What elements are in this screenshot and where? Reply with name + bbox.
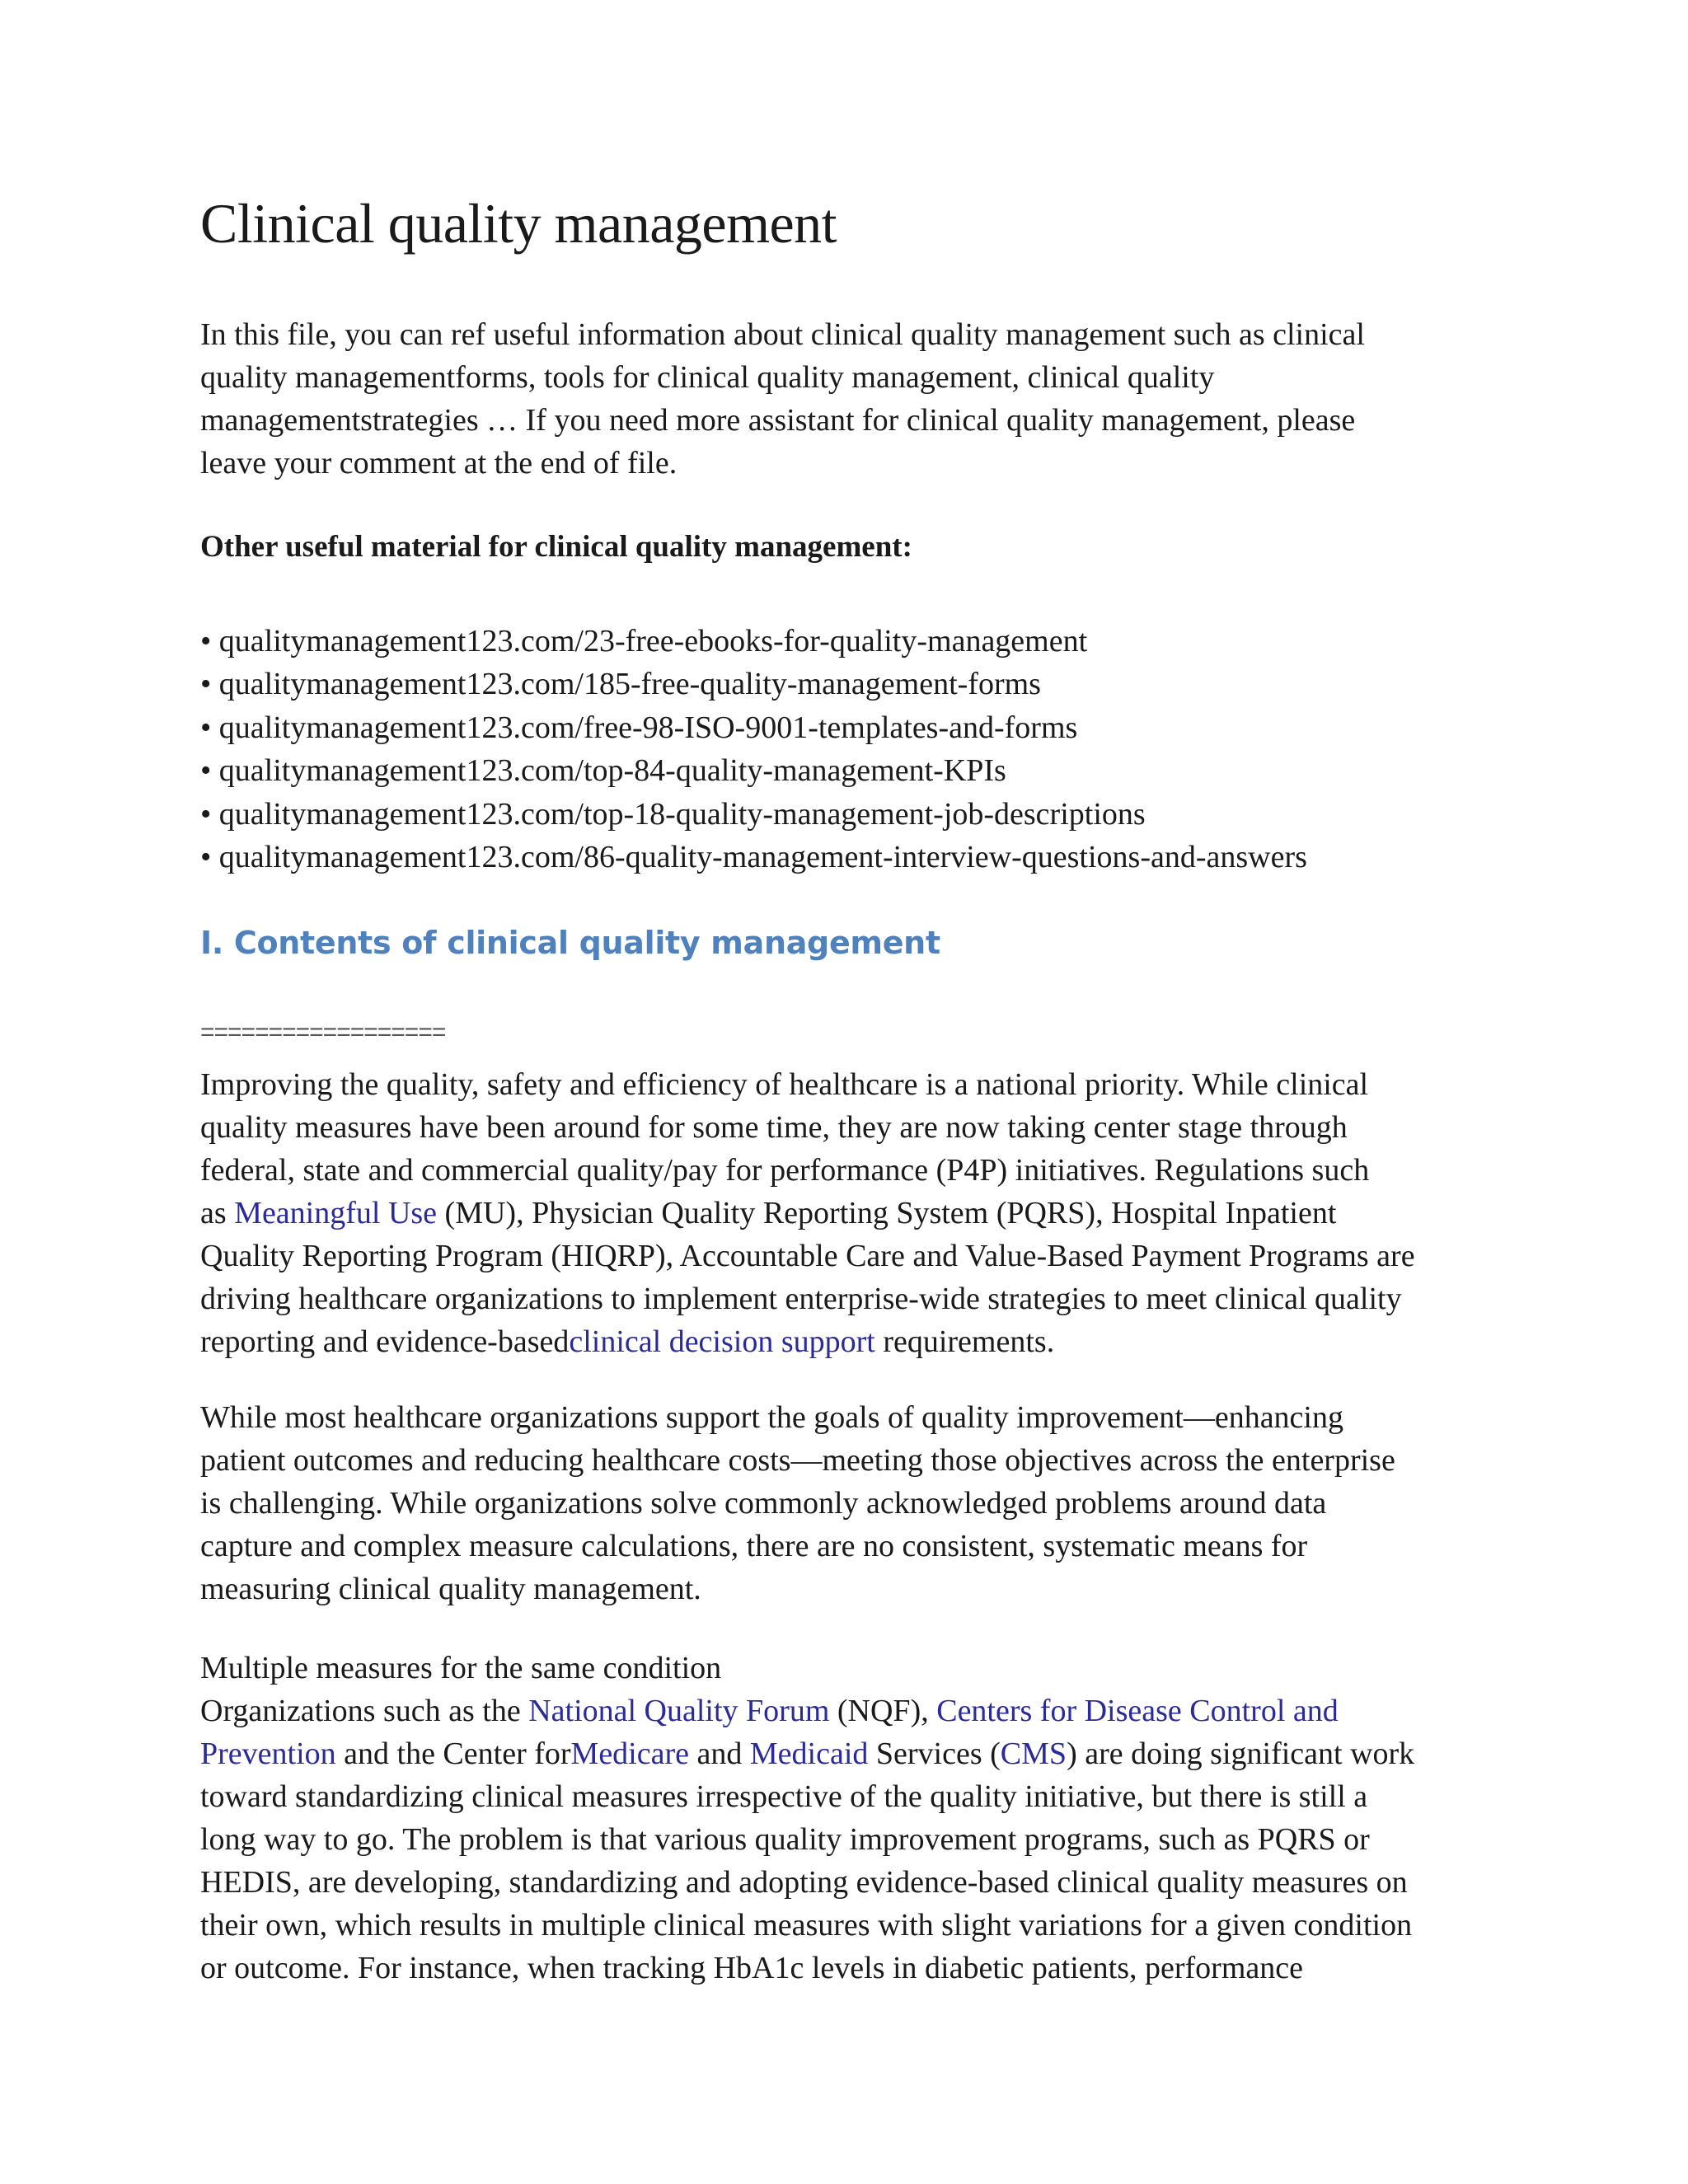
text-line: Multiple measures for the same condition: [200, 1651, 722, 1685]
text-line: Quality Reporting Program (HIQRP), Accountable Care and Value-Based Payment Programs are: [200, 1239, 1415, 1273]
text-line: [200, 1690, 1519, 1732]
text-run: as: [200, 1196, 235, 1230]
resource-item: • qualitymanagement123.com/86-quality-management-interview-questions-and-answers: [200, 840, 1307, 875]
paragraph-1: [200, 1063, 1519, 1363]
paragraph-2: [200, 1396, 1519, 1610]
intro-line: leave your comment at the end of file.: [200, 446, 678, 480]
text-line: [200, 1192, 1519, 1235]
separator-line: ==================: [200, 1019, 446, 1046]
text-line: While most healthcare organizations support the goals of quality improvement—enhancing: [200, 1400, 1343, 1435]
text-run: and the Center for: [335, 1736, 571, 1771]
text-line: driving healthcare organizations to implement enterprise-wide strategies to meet clinical quality: [200, 1282, 1402, 1316]
resource-item: • qualitymanagement123.com/top-18-quality-management-job-descriptions: [200, 796, 1146, 832]
medicaid-link[interactable]: Medicaid: [749, 1736, 869, 1771]
text-line: HEDIS, are developing, standardizing and adopting evidence-based clinical quality measures on: [200, 1865, 1408, 1900]
text-line: or outcome. For instance, when tracking HbA1c levels in diabetic patients, performance: [200, 1951, 1303, 1985]
cms-link[interactable]: CMS: [1000, 1736, 1067, 1771]
section-heading: I. Contents of clinical quality management: [200, 925, 940, 961]
meaningful-use-link[interactable]: Meaningful Use: [234, 1196, 438, 1230]
text-line: measuring clinical quality management.: [200, 1572, 701, 1606]
text-run: requirements.: [874, 1324, 1055, 1359]
text-run: (MU), Physician Quality Reporting System (PQRS), Hospital Inpatient: [437, 1196, 1337, 1230]
resource-item: • qualitymanagement123.com/23-free-ebooks-for-quality-management: [200, 624, 1088, 658]
text-run: Services (: [868, 1736, 1001, 1771]
resource-list: [200, 620, 1307, 879]
intro-line: managementstrategies … If you need more assistant for clinical quality management, please: [200, 403, 1356, 438]
text-line: [200, 1320, 1519, 1363]
text-line: toward standardizing clinical measures irrespective of the quality initiative, but there is still a: [200, 1779, 1368, 1814]
text-run: and: [689, 1736, 750, 1771]
text-line: capture and complex measure calculations, there are no consistent, systematic means for: [200, 1529, 1308, 1563]
resource-item: • qualitymanagement123.com/free-98-ISO-9001-templates-and-forms: [200, 710, 1078, 745]
nqf-link[interactable]: National Quality Forum: [528, 1694, 830, 1728]
resource-item: • qualitymanagement123.com/top-84-quality-management-KPIs: [200, 753, 1006, 789]
text-line: patient outcomes and reducing healthcare costs—meeting those objectives across the enterprise: [200, 1443, 1395, 1478]
text-line: [200, 1732, 1519, 1775]
intro-line: quality managementforms, tools for clinical quality management, clinical quality: [200, 360, 1215, 395]
text-line: long way to go. The problem is that various quality improvement programs, such as PQRS or: [200, 1822, 1370, 1857]
text-line: Improving the quality, safety and efficiency of healthcare is a national priority. While clinical: [200, 1067, 1369, 1102]
clinical-decision-support-link[interactable]: clinical decision support: [569, 1324, 875, 1359]
text-line: is challenging. While organizations solve commonly acknowledged problems around data: [200, 1486, 1327, 1521]
text-run: (NQF),: [829, 1694, 937, 1728]
intro-line: In this file, you can ref useful information about clinical quality management such as clinical: [200, 317, 1365, 352]
text-run: reporting and evidence-based: [200, 1324, 570, 1359]
paragraph-3: [200, 1647, 1519, 1990]
text-line: quality measures have been around for some time, they are now taking center stage through: [200, 1110, 1348, 1145]
cdc-link[interactable]: Centers for Disease Control and: [936, 1694, 1339, 1728]
intro-paragraph: [200, 313, 1519, 485]
text-line: federal, state and commercial quality/pay for performance (P4P) initiatives. Regulations such: [200, 1153, 1370, 1188]
resource-item: • qualitymanagement123.com/185-free-quality-management-forms: [200, 667, 1041, 702]
text-line: their own, which results in multiple clinical measures with slight variations for a given condition: [200, 1908, 1413, 1943]
medicare-link[interactable]: Medicare: [570, 1736, 689, 1771]
page-title: Clinical quality management: [200, 192, 837, 255]
text-run: ) are doing significant work: [1067, 1736, 1415, 1771]
cdc-link-continued[interactable]: Prevention: [200, 1736, 336, 1771]
resources-heading: Other useful material for clinical quality management:: [200, 530, 912, 564]
text-run: Organizations such as the: [200, 1694, 529, 1728]
